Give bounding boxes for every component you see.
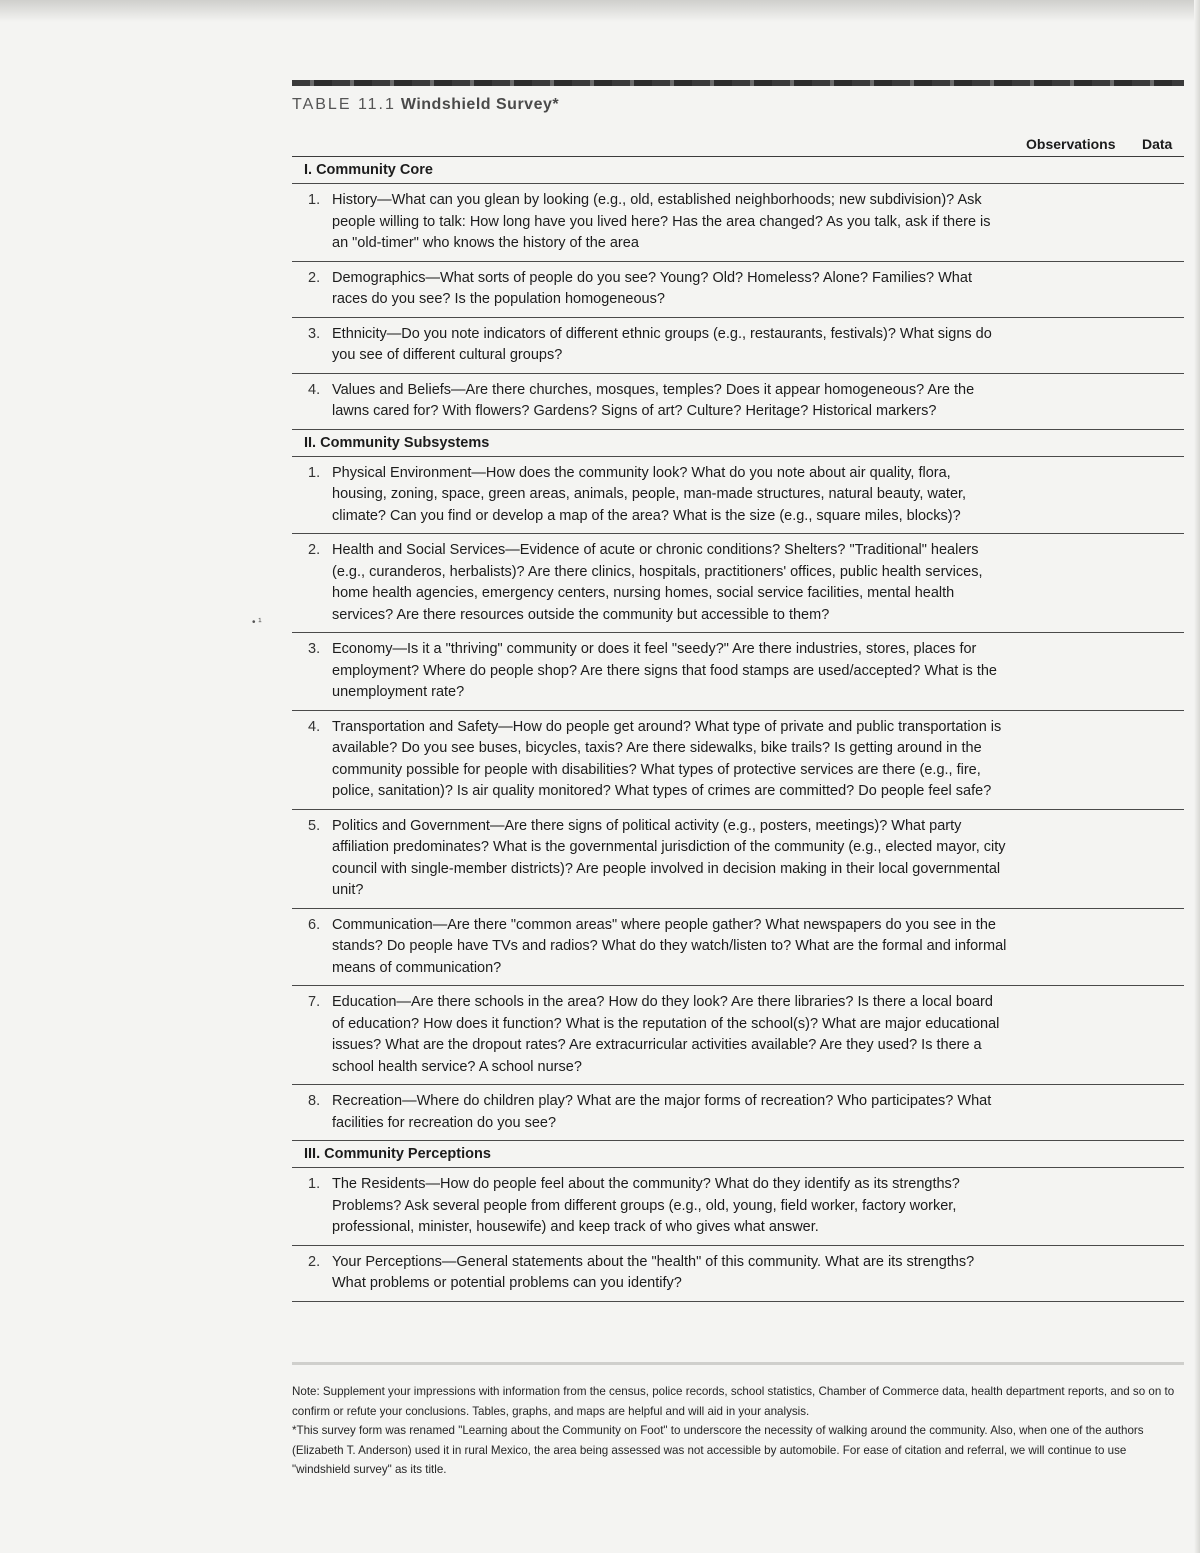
survey-item-content <box>292 318 1008 373</box>
table-bottom-rule <box>292 1362 1184 1365</box>
survey-item-text: Communication—Are there "common areas" where people gather? What newspapers do you see in the stands? Do people have TVs and radios? What do they watch/listen to? What are the formal and informal means of communication? <box>332 916 1007 976</box>
survey-table <box>292 80 1184 1302</box>
survey-item <box>292 183 1184 261</box>
table-title <box>292 94 1184 116</box>
survey-item-text: Economy—Is it a "thriving" community or does it feel "seedy?" Are there industries, stores, places for employment? Where do people shop? Are there signs that food stamps are used/accepted? What is the unemployment rate? <box>332 641 997 700</box>
survey-item-number: 6. <box>308 916 321 933</box>
table-top-rule <box>292 80 1184 86</box>
survey-item <box>292 533 1184 632</box>
survey-item <box>292 809 1184 908</box>
survey-item-text: Demographics—What sorts of people do you see? Young? Old? Homeless? Alone? Families? What races do you see? Is the population homogeneous? <box>332 269 972 307</box>
survey-item-number: 2. <box>308 542 321 558</box>
survey-item-number: 2. <box>308 1253 321 1270</box>
note-text: Note: Supplement your impressions with information from the census, police records, school statistics, Chamber of Commerce data, health department reports, and so on to confirm or refute your conclusions. Tables, graphs, and maps are helpful and will aid in your analysis. <box>292 1385 1175 1418</box>
survey-item <box>292 373 1184 429</box>
survey-item-text: Education—Are there schools in the area? How do they look? Are there libraries? Is there a local board of education? How does it function? What is the reputation of the school(s)? What are major educational issues? What are the dropout rates? Are extracurricular activities available? Are they used? Is there a school health service? A school nurse? <box>332 994 1000 1075</box>
survey-item <box>292 1245 1184 1301</box>
survey-item <box>292 456 1184 534</box>
survey-item-text: Recreation—Where do children play? What are the major forms of recreation? Who participates? What facilities for recreation do you see? <box>332 1093 992 1131</box>
column-headers <box>292 132 1184 156</box>
survey-item-number: 8. <box>308 1093 321 1109</box>
survey-item-number: 4. <box>308 381 321 398</box>
survey-item-text: The Residents—How do people feel about the community? What do they identify as its strengths? Problems? Ask several people from different groups (e.g., old, young, field worker, factory worker, professional, minister, housewife) and keep track of who gives what answer. <box>332 1176 960 1235</box>
survey-item-number: 1. <box>308 1176 321 1192</box>
survey-item-text: Your Perceptions—General statements about the "health" of this community. What are its strengths? What problems or potential problems can you identify? <box>332 1253 975 1291</box>
observations-column-header: Observations <box>1026 136 1116 152</box>
survey-item-text: Politics and Government—Are there signs of political activity (e.g., posters, meetings)? What party affiliation predominates? What is the governmental jurisdiction of the community (e.g., elected mayor, city council with single-member districts)? Are people involved in decision making in their local governmental unit? <box>332 817 1006 898</box>
survey-item-number: 5. <box>308 817 321 834</box>
survey-item-number: 3. <box>308 325 321 342</box>
survey-sections <box>292 157 1184 1302</box>
survey-item-text: Ethnicity—Do you note indicators of different ethnic groups (e.g., restaurants, festivals)? What signs do you see of different cultural groups? <box>332 325 992 363</box>
survey-item-number: 2. <box>308 269 321 286</box>
survey-item-content <box>292 1168 1008 1245</box>
survey-item-number: 1. <box>308 464 321 481</box>
section-heading: II. Community Subsystems <box>304 434 490 451</box>
survey-item-text: History—What can you glean by looking (e.g., old, established neighborhoods; new subdivision)? Ask people willing to talk: How long have you lived here? Has the area changed? As you talk, ask if there is an "old-timer" who knows the history of the area <box>332 192 991 251</box>
scan-top-shadow <box>0 0 1200 22</box>
survey-item-content <box>292 262 1008 317</box>
survey-item <box>292 1167 1184 1245</box>
survey-item-content <box>292 711 1008 809</box>
survey-item-text: Transportation and Safety—How do people get around? What type of private and public transportation is available? Do you see buses, bicycles, taxis? Are there sidewalks, bike trails? Is getting around in the community possible for people with disabilities? What types of protective services are there (e.g., fire, police, sanitation)? Is air quality monitored? What types of crimes are committed? Do people feel safe? <box>332 718 1002 799</box>
section-rule <box>292 1301 1184 1302</box>
footnote-text: *This survey form was renamed "Learning about the Community on Foot" to underscore the necessity of walking around the community. Also, when one of the authors (Elizabeth T. Anderson) used it in rural Mexico, the area being assessed was not accessible by automobile. For ease of citation and referral, we will continue to use "windshield survey" as its title. <box>292 1424 1144 1476</box>
stray-scan-mark: • ¹ <box>252 617 262 628</box>
scan-right-edge <box>1194 0 1200 1553</box>
table-label: TABLE 11.1 <box>292 96 396 113</box>
survey-item <box>292 632 1184 710</box>
survey-item <box>292 261 1184 317</box>
survey-item <box>292 1084 1184 1140</box>
survey-item <box>292 710 1184 809</box>
survey-item-content <box>292 534 1008 632</box>
survey-item <box>292 985 1184 1084</box>
section-heading: I. Community Core <box>304 162 433 178</box>
survey-item <box>292 317 1184 373</box>
survey-item-content <box>292 633 1008 710</box>
survey-item-content <box>292 457 1008 534</box>
table-notes <box>292 1382 1182 1480</box>
data-column-header: Data <box>1142 136 1173 152</box>
survey-item-number: 3. <box>308 641 321 657</box>
survey-item-text: Health and Social Services—Evidence of acute or chronic conditions? Shelters? "Traditional" healers (e.g., curanderos, herbalists)? Are there clinics, hospitals, practitioners' offices, public health services, home health agencies, emergency centers, nursing homes, social service facilities, mental health services? Are there resources outside the community but accessible to them? <box>332 542 983 623</box>
table-name: Windshield Survey* <box>400 96 560 113</box>
survey-item-number: 1. <box>308 192 321 208</box>
survey-item-number: 4. <box>308 718 321 735</box>
survey-item-content <box>292 1246 1008 1301</box>
survey-item-number: 7. <box>308 994 321 1010</box>
survey-item <box>292 908 1184 986</box>
survey-item-text: Physical Environment—How does the community look? What do you note about air quality, flora, housing, zoning, space, green areas, animals, people, man-made structures, natural beauty, water, climate? Can you find or develop a map of the area? What is the size (e.g., square miles, blocks)? <box>332 464 967 524</box>
survey-item-content <box>292 810 1008 908</box>
survey-item-content <box>292 184 1008 261</box>
survey-item-content <box>292 374 1008 429</box>
survey-item-content <box>292 1085 1008 1140</box>
survey-item-content <box>292 909 1008 986</box>
section-heading: III. Community Perceptions <box>304 1146 491 1162</box>
survey-item-text: Values and Beliefs—Are there churches, mosques, temples? Does it appear homogeneous? Are the lawns cared for? With flowers? Gardens? Signs of art? Culture? Heritage? Historical markers? <box>332 381 975 419</box>
survey-item-content <box>292 986 1008 1084</box>
